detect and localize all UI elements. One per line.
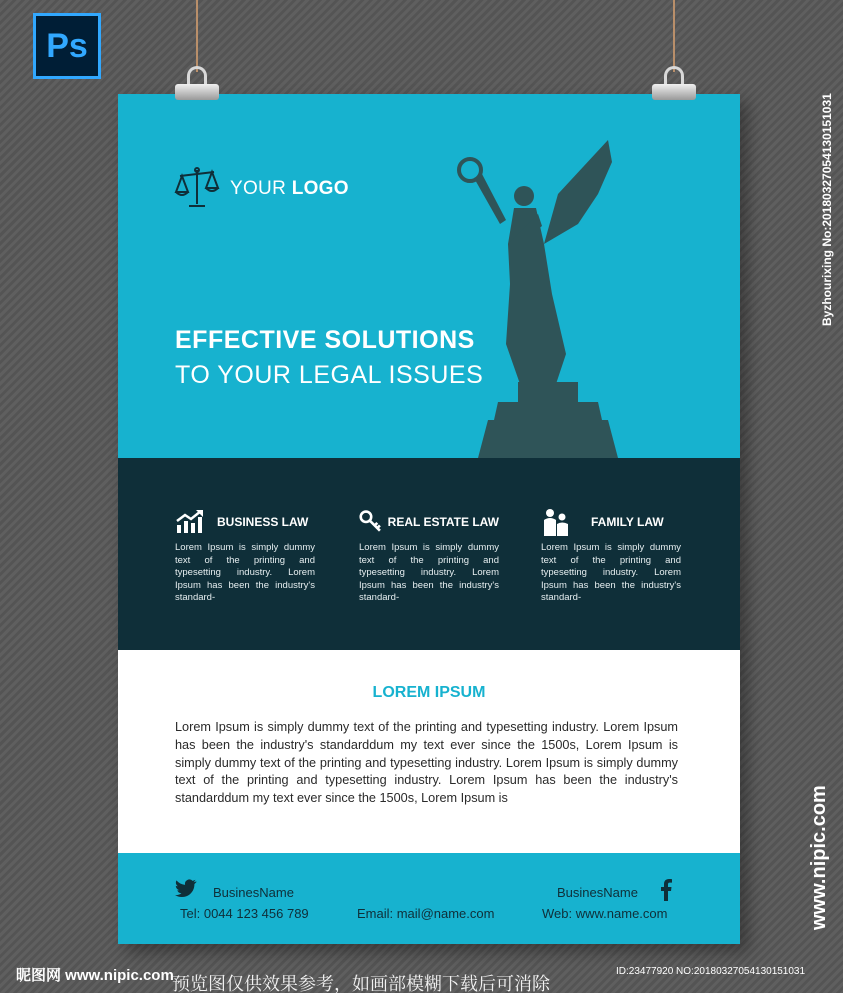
website-url: Web: www.name.com (542, 906, 668, 921)
section-title: LOREM IPSUM (372, 684, 486, 701)
service-family-law (541, 508, 681, 605)
body-text: Lorem Ipsum is simply dummy text of the printing and typesetting industry. Lorem Ipsum has been the industry's standarddum my text ever since the 1500s, Lorem Ipsum is simply dummy text of the printing and typesetting industry. Lorem Ipsum is simply dummy text of the printing and typesetting industry. Lorem Ipsum has been the industry's standarddum my text ever since the 1500s, Lorem Ipsum is (175, 720, 678, 806)
preview-notice-watermark: 预览图仅供效果参考，如画部模糊下载后可消除 (172, 974, 550, 993)
twitter-icon (175, 879, 197, 897)
photoshop-logo: Ps (33, 13, 101, 79)
family-icon (541, 508, 571, 536)
service-description: Lorem Ipsum is simply dummy text of the printing and typesetting industry. Lorem Ipsum has been the industry's standard- (359, 542, 499, 604)
service-description: Lorem Ipsum is simply dummy text of the printing and typesetting industry. Lorem Ipsum has been the industry's standard- (175, 542, 315, 604)
key-icon (359, 508, 382, 536)
service-title: FAMILY LAW (591, 515, 664, 529)
services-section (118, 458, 740, 650)
headline (175, 326, 483, 390)
phone-number: Tel: 0044 123 456 789 (180, 906, 309, 921)
winged-victory-statue-image (448, 134, 648, 458)
side-watermark: Byzhourixing No:20180327054130151031 (820, 93, 834, 326)
facebook-icon (660, 879, 672, 901)
service-business-law (175, 508, 315, 605)
twitter-business-name: BusinesName (213, 885, 294, 900)
service-description: Lorem Ipsum is simply dummy text of the printing and typesetting industry. Lorem Ipsum has been the industry's standard- (541, 542, 681, 604)
main-content (118, 650, 740, 853)
binder-clip-right (652, 66, 696, 104)
hanging-string-right (673, 0, 675, 72)
binder-clip-left (175, 66, 219, 104)
headline-line-2: TO YOUR LEGAL ISSUES (175, 361, 484, 389)
service-title: REAL ESTATE LAW (387, 515, 499, 529)
logo-text: YOUR LOGO (230, 178, 349, 199)
service-real-estate-law (359, 508, 499, 605)
contact-footer (118, 853, 740, 944)
nipic-side-watermark: www.nipic.com (808, 785, 830, 930)
hanging-string-left (196, 0, 198, 72)
logo (174, 166, 349, 212)
scales-of-justice-icon (174, 166, 220, 212)
service-title: BUSINESS LAW (217, 515, 309, 529)
image-id-watermark: ID:23477920 NO:20180327054130151031 (616, 966, 806, 977)
legal-flyer (118, 94, 740, 944)
hero-section (118, 94, 740, 458)
facebook-business-name: BusinesName (557, 885, 638, 900)
headline-line-1: EFFECTIVE SOLUTIONS (175, 326, 475, 354)
nipic-watermark: 昵图网 www.nipic.com (16, 967, 174, 984)
email-address: Email: mail@name.com (357, 906, 495, 921)
chart-growth-icon (175, 509, 205, 535)
